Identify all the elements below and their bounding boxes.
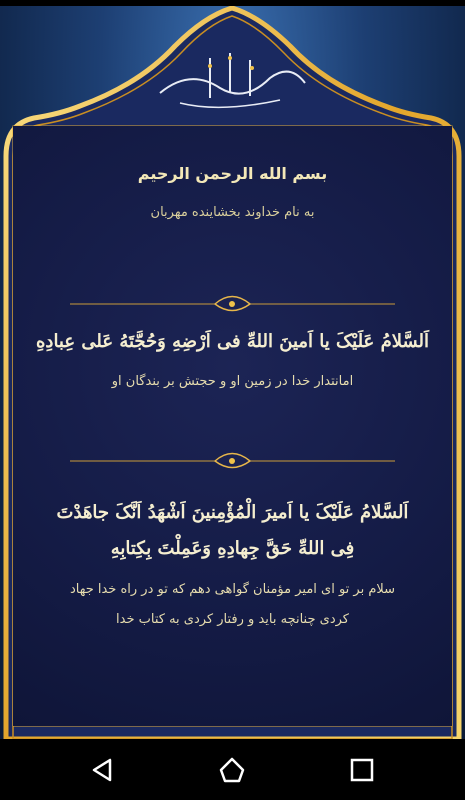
- verse-2-arabic-line-1: اَلسَّلامُ عَلَيْکَ يا اَميرَ الْمُؤْمِنينَ اَشْهَدُ اَنَّکَ جاهَدْتَ: [56, 502, 409, 523]
- bismillah: بسم الله الرحمن الرحیم: [137, 164, 328, 183]
- verse-2-arabic-line-2: فِى اللهِّ حَقَّ جِهادِهِ وَعَمِلْتَ بِکِتابِهِ: [110, 538, 355, 559]
- recents-icon[interactable]: [347, 755, 377, 785]
- verse-2-translation-line-2: کردی چنانچه باید و رفتار کردی به کتاب خدا: [116, 612, 349, 627]
- app-logo: [150, 48, 315, 118]
- navigation-bar: [0, 739, 465, 800]
- ornament-divider: [70, 291, 395, 317]
- home-icon[interactable]: [217, 755, 247, 785]
- verse-1-translation: امانتدار خدا در زمین او و حجتش بر بندگان او: [111, 374, 354, 389]
- calligraphy-logo-icon: [150, 48, 315, 118]
- verse-1-arabic: اَلسَّلامُ عَلَيْکَ يا اَمينَ اللهِّ فى اَرْضِهِ وَحُجَّتَهُ عَلى عِبادِهِ: [36, 331, 429, 352]
- bismillah-translation: به نام خداوند بخشاینده مهربان: [150, 205, 315, 220]
- back-icon[interactable]: [88, 755, 118, 785]
- ornament-divider: [70, 448, 395, 474]
- verse-2-translation-line-1: سلام بر تو ای امیر مؤمنان گواهی دهم که تو در راه خدا جهاد: [69, 582, 396, 597]
